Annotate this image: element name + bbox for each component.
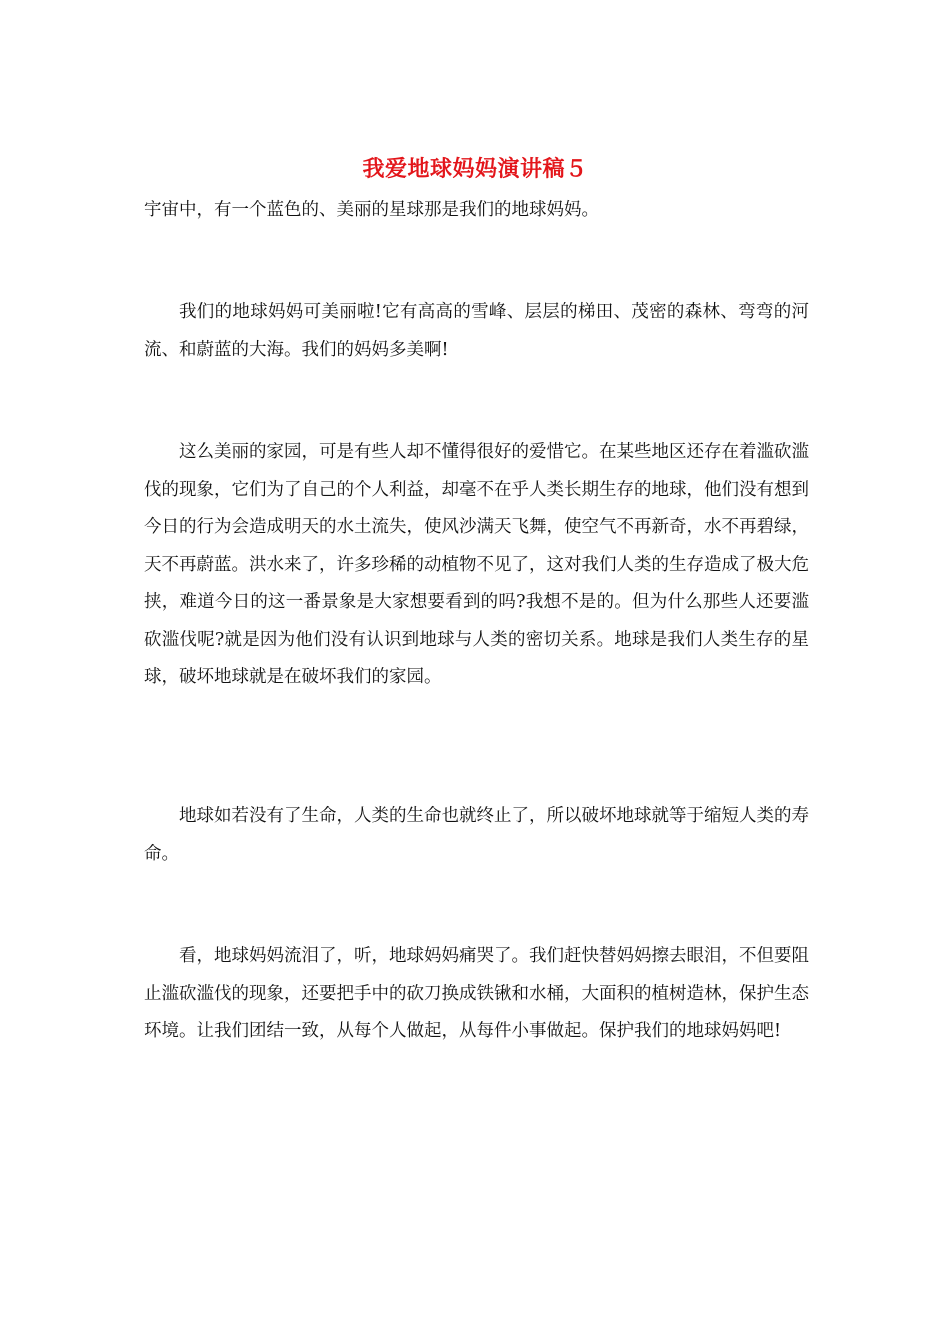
- body-paragraph-2: 这么美丽的家园，可是有些人却不懂得很好的爱惜它。在某些地区还存在着滥砍滥伐的现象，它们为了自己的个人利益，却毫不在乎人类长期生存的地球，他们没有想到今日的行为会造成明天的水土流失，使风沙满天飞舞，使空气不再新奇，水不再碧绿，天不再蔚蓝。洪水来了，许多珍稀的动植物不见了，这对我们人类的生存造成了极大危挟，难道今日的这一番景象是大家想要看到的吗?我想不是的。但为什么那些人还要滥砍滥伐呢?就是因为他们没有认识到地球与人类的密切关系。地球是我们人类生存的星球，破坏地球就是在破坏我们的家园。: [144, 442, 809, 687]
- body-paragraph-3: 地球如若没有了生命，人类的生命也就终止了，所以破坏地球就等于缩短人类的寿命。: [144, 806, 809, 864]
- body-paragraph-1: 我们的地球妈妈可美丽啦!它有高高的雪峰、层层的梯田、茂密的森林、弯弯的河流、和蔚蓝的大海。我们的妈妈多美啊!: [144, 302, 809, 360]
- document-title: 我爱地球妈妈演讲稿５: [362, 156, 588, 182]
- intro-paragraph: 宇宙中，有一个蓝色的、美丽的星球那是我们的地球妈妈。: [144, 200, 599, 220]
- body-paragraph-4: 看，地球妈妈流泪了，听，地球妈妈痛哭了。我们赶快替妈妈擦去眼泪，不但要阻止滥砍滥伐的现象，还要把手中的砍刀换成铁锹和水桶，大面积的植树造林，保护生态环境。让我们团结一致，从每个人做起，从每件小事做起。保护我们的地球妈妈吧!: [144, 946, 809, 1041]
